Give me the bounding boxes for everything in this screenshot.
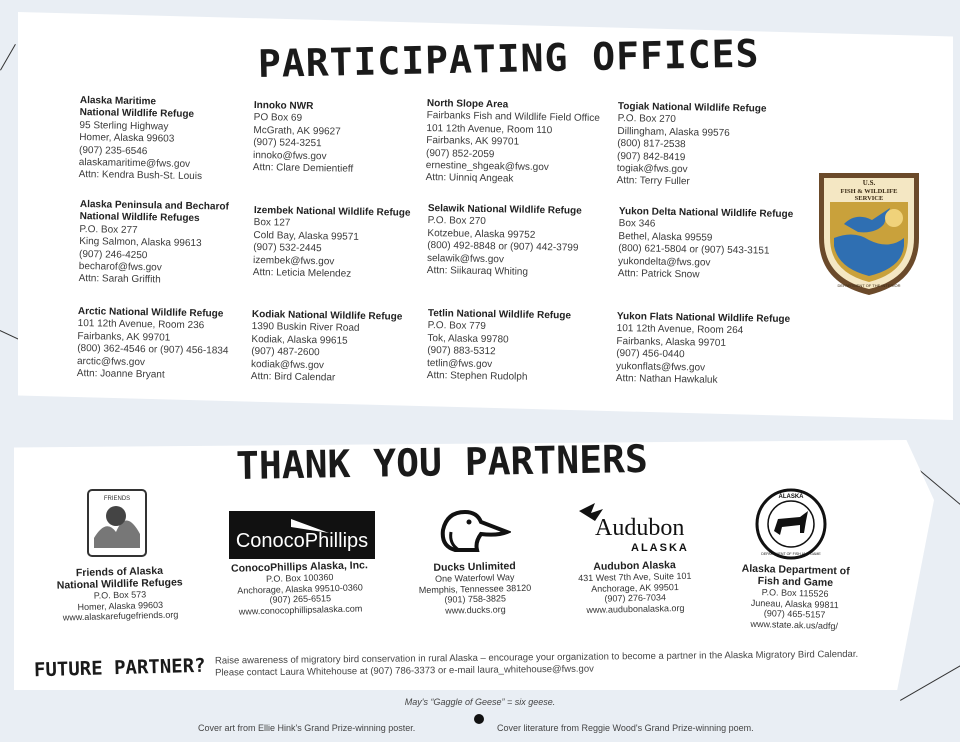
partner-website-link[interactable]: www.alaskarefugefriends.org xyxy=(62,609,179,623)
partner-ducks-unlimited xyxy=(399,559,550,616)
office-line: Attn: Uinniq Angeak xyxy=(425,172,514,185)
partner-name: Audubon Alaska xyxy=(593,559,676,573)
partner-line: (901) 758-3825 xyxy=(444,593,507,605)
partner-line: Juneau, Alaska 99811 xyxy=(750,597,839,610)
office-line: (800) 362-4546 or (907) 456-1834 xyxy=(77,343,229,357)
office-line: (800) 817-2538 xyxy=(617,138,686,151)
office-line: 101 12th Avenue, Room 236 xyxy=(77,318,205,332)
office-line: Bethel, Alaska 99559 xyxy=(618,230,713,244)
audubon-alaska-logo xyxy=(573,497,693,557)
office-line: Kotzebue, Alaska 99752 xyxy=(427,227,536,241)
partner-line: (907) 465-5157 xyxy=(763,608,826,620)
partner-line: Anchorage, Alaska 99510-0360 xyxy=(237,581,363,596)
office-line: McGrath, AK 99627 xyxy=(253,124,341,138)
office-line: Attn: Kendra Bush-St. Louis xyxy=(78,169,203,183)
partner-name: Ducks Unlimited xyxy=(433,560,516,574)
office-alaska-maritime xyxy=(78,95,264,185)
partner-website-link[interactable]: www.state.ak.us/adfg/ xyxy=(750,618,839,631)
office-email-link[interactable]: kodiak@fws.gov xyxy=(250,358,325,371)
office-line: Fairbanks Fish and Wildlife Field Office xyxy=(426,110,600,125)
audubon-logo-text: Audubon xyxy=(595,515,685,541)
office-line: (907) 852-2059 xyxy=(425,147,495,160)
background-line xyxy=(900,665,960,701)
separator-dot xyxy=(474,714,484,724)
partner-website-link[interactable]: www.conocophillipsalaska.com xyxy=(238,602,363,617)
office-name: Arctic National Wildlife Refuge xyxy=(77,306,224,320)
partner-line: (907) 276-7034 xyxy=(604,592,667,604)
future-partner-contact[interactable]: Please contact Laura Whitehouse at (907) 786-3373 or e-mail laura_whitehouse@fws.gov xyxy=(215,663,594,679)
office-name: Kodiak National Wildlife Refuge xyxy=(251,309,403,323)
adfg-seal-ring-text: DEPARTMENT OF FISH AND GAME xyxy=(761,552,821,556)
partner-name: Friends of Alaska xyxy=(75,564,164,580)
office-izembek xyxy=(253,205,439,283)
office-line: Attn: Nathan Hawkaluk xyxy=(615,373,718,386)
partner-name: National Wildlife Refuges xyxy=(56,576,183,592)
audubon-logo-subtext: ALASKA xyxy=(631,542,689,554)
office-line: (907) 883-5312 xyxy=(427,345,496,358)
office-name: Alaska Maritime xyxy=(79,95,157,108)
office-line: Attn: Clare Demientieff xyxy=(252,162,354,175)
partner-line: Anchorage, AK 99501 xyxy=(591,581,679,594)
office-line: P.O. Box 779 xyxy=(427,320,486,333)
office-email-link[interactable]: togiak@fws.gov xyxy=(616,163,688,176)
office-name: Selawik National Wildlife Refuge xyxy=(427,203,582,217)
office-line: (800) 492-8848 or (907) 442-3799 xyxy=(427,240,579,254)
thank-you-partners-title: THANK YOU PARTNERS xyxy=(235,436,649,488)
office-name: Izembek National Wildlife Refuge xyxy=(253,205,411,219)
office-name: Togiak National Wildlife Refuge xyxy=(617,101,767,115)
office-name: Yukon Delta National Wildlife Refuge xyxy=(618,206,794,221)
office-line: (907) 246-4250 xyxy=(78,248,148,261)
office-name: North Slope Area xyxy=(426,98,509,111)
office-yukon-delta xyxy=(618,206,804,284)
future-partner-label: FUTURE PARTNER? xyxy=(33,654,206,682)
office-email-link[interactable]: arctic@fws.gov xyxy=(76,355,146,368)
office-line: (800) 621-5804 or (907) 543-3151 xyxy=(618,243,770,257)
office-name: Innoko NWR xyxy=(253,100,314,113)
partner-website-link[interactable]: www.audubonalaska.org xyxy=(586,602,685,615)
cover-literature-credit: Cover literature from Reggie Wood's Grand Prize-winning poem. xyxy=(497,723,754,733)
office-line: Fairbanks, AK 99701 xyxy=(77,330,171,344)
ducks-unlimited-logo xyxy=(433,502,511,554)
adfg-seal-logo xyxy=(754,487,828,561)
office-name: Tetlin National Wildlife Refuge xyxy=(427,308,572,322)
future-partner-line: Raise awareness of migratory bird conservation in rural Alaska – encourage your organization to become a partner in the Alaska Migratory Bird Calendar. xyxy=(214,648,859,667)
badge-ring-text: DEPARTMENT OF THE INTERIOR xyxy=(837,283,901,288)
office-arctic xyxy=(77,306,263,384)
office-email-link[interactable]: izembek@fws.gov xyxy=(252,254,335,268)
office-alaska-peninsula xyxy=(78,199,264,289)
office-line: Attn: Patrick Snow xyxy=(617,268,700,281)
partner-name: ConocoPhillips Alaska, Inc. xyxy=(230,559,368,575)
partner-line: (907) 265-6515 xyxy=(269,593,332,605)
office-line: (907) 235-6546 xyxy=(78,144,148,157)
office-line: P.O. Box 277 xyxy=(79,223,138,236)
office-line: 101 12th Avenue, Room 264 xyxy=(616,323,744,337)
office-line: Homer, Alaska 99603 xyxy=(79,132,175,145)
partner-line: One Waterfowl Way xyxy=(435,572,515,584)
office-togiak xyxy=(616,101,802,191)
badge-line-3: SERVICE xyxy=(854,195,884,202)
partner-name: Alaska Department of xyxy=(741,562,850,578)
partner-line: P.O. Box 115526 xyxy=(761,587,829,599)
conocophillips-logo-text: ConocoPhillips xyxy=(235,530,369,552)
office-line: Attn: Leticia Melendez xyxy=(252,267,352,280)
office-line: 95 Sterling Highway xyxy=(79,119,169,133)
partner-conocophillips xyxy=(219,559,380,617)
partner-name: Fish and Game xyxy=(757,575,834,589)
office-line: Dillingham, Alaska 99576 xyxy=(617,125,730,139)
fws-shield-logo xyxy=(814,168,924,298)
office-tetlin xyxy=(427,308,613,386)
office-email-link[interactable]: alaskamaritime@fws.gov xyxy=(78,157,191,170)
partner-line: Memphis, Tennessee 38120 xyxy=(418,582,532,595)
office-name: National Wildlife Refuge xyxy=(79,107,195,121)
office-line: (907) 487-2600 xyxy=(251,346,320,359)
conocophillips-logo xyxy=(229,511,375,559)
friends-refuges-logo xyxy=(86,488,148,558)
office-innoko xyxy=(253,100,439,178)
office-line: 101 12th Avenue, Room 110 xyxy=(426,122,553,137)
partner-line: P.O. Box 100360 xyxy=(265,572,334,584)
office-email-link[interactable]: selawik@fws.gov xyxy=(426,252,504,265)
office-name: National Wildlife Refuges xyxy=(79,211,200,225)
office-line: Box 127 xyxy=(253,217,291,230)
office-name: Yukon Flats National Wildlife Refuge xyxy=(616,311,791,326)
office-line: (907) 456-0440 xyxy=(616,348,685,361)
cover-art-credit: Cover art from Ellie Hink's Grand Prize-winning poster. xyxy=(198,723,416,733)
participating-offices-title: PARTICIPATING OFFICES xyxy=(257,31,760,86)
office-name: Alaska Peninsula and Becharof xyxy=(79,199,229,213)
adfg-seal-text: ALASKA xyxy=(778,494,804,500)
office-email-link[interactable]: yukonflats@fws.gov xyxy=(615,360,706,374)
office-line: Kodiak, Alaska 99615 xyxy=(251,333,348,347)
gaggle-caption: May's “Gaggle of Geese” = six geese. xyxy=(404,697,556,707)
office-line: 1390 Buskin River Road xyxy=(251,321,360,335)
office-email-link[interactable]: becharof@fws.gov xyxy=(78,261,162,274)
office-line: Box 346 xyxy=(618,218,656,231)
office-yukon-flats xyxy=(616,311,802,389)
office-line: Attn: Siikauraq Whiting xyxy=(426,265,529,278)
office-selawik xyxy=(427,203,613,281)
badge-line-2: FISH & WILDLIFE xyxy=(840,188,898,195)
badge-line-1: U.S. xyxy=(862,179,876,187)
office-line: Attn: Stephen Rudolph xyxy=(426,370,528,383)
partner-adfg xyxy=(719,562,871,632)
office-line: PO Box 69 xyxy=(253,112,303,125)
office-line: P.O. Box 270 xyxy=(427,215,486,228)
office-line: Fairbanks, Alaska 99701 xyxy=(616,335,727,349)
office-line: Attn: Terry Fuller xyxy=(616,175,690,188)
office-line: (907) 524-3251 xyxy=(253,137,322,150)
office-line: Attn: Sarah Griffith xyxy=(78,273,161,286)
partner-line: P.O. Box 573 xyxy=(93,589,147,601)
partner-line: Homer, Alaska 99603 xyxy=(77,599,164,612)
friends-logo-text: FRIENDS xyxy=(103,496,131,502)
partner-friends-refuges xyxy=(39,564,200,624)
partner-website-link[interactable]: www.ducks.org xyxy=(445,603,506,616)
office-line: Attn: Joanne Bryant xyxy=(76,368,165,381)
office-line: Attn: Bird Calendar xyxy=(250,371,336,384)
office-line: (907) 842-8419 xyxy=(616,150,686,163)
office-line: (907) 532-2445 xyxy=(253,242,322,255)
office-email-link[interactable]: innoko@fws.gov xyxy=(252,149,327,162)
office-line: King Salmon, Alaska 99613 xyxy=(79,236,202,250)
office-north-slope xyxy=(425,98,611,188)
office-line: Tok, Alaska 99780 xyxy=(427,332,509,346)
partner-audubon-alaska xyxy=(559,558,710,615)
office-kodiak xyxy=(251,309,437,387)
office-line: Cold Bay, Alaska 99571 xyxy=(253,229,360,243)
office-email-link[interactable]: tetlin@fws.gov xyxy=(426,357,493,370)
office-line: Fairbanks, AK 99701 xyxy=(426,135,520,148)
office-email-link[interactable]: ernestine_shgeak@fws.gov xyxy=(425,160,549,174)
office-line: P.O. Box 270 xyxy=(617,113,676,126)
background-line xyxy=(0,44,16,70)
partner-line: 431 West 7th Ave, Suite 101 xyxy=(578,570,692,584)
office-email-link[interactable]: yukondelta@fws.gov xyxy=(617,255,711,269)
